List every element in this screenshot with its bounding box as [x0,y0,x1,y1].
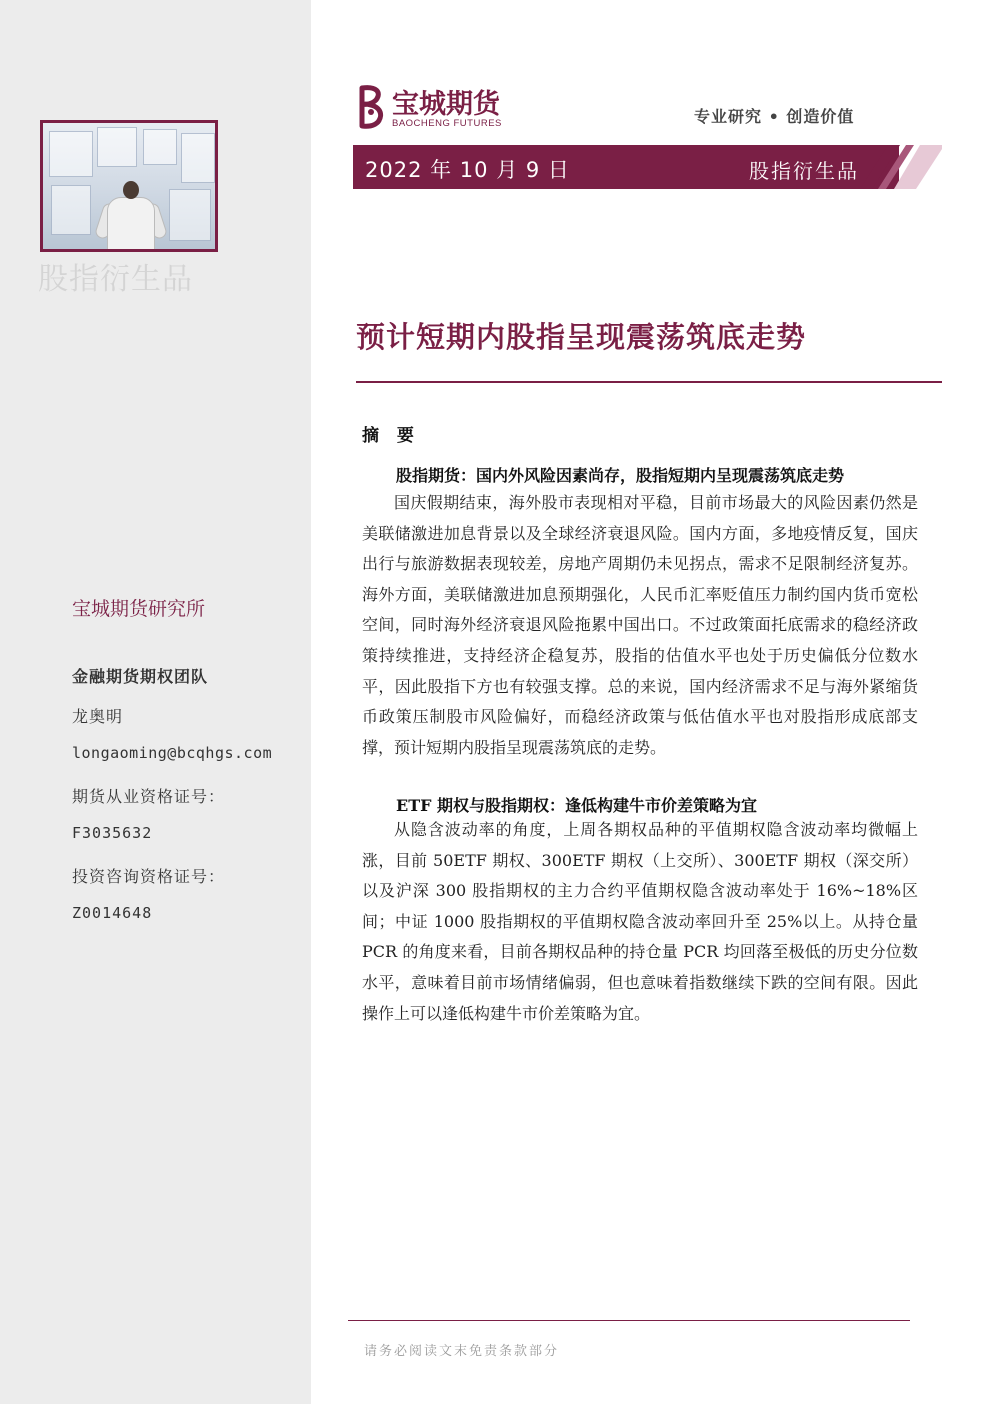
footer-divider [348,1320,910,1321]
cover-image [40,120,218,252]
report-date: 2022 年 10 月 9 日 [365,158,570,182]
logo-mark-icon [356,84,388,130]
analyst-name: 龙奥明 [72,707,124,726]
report-title: 预计短期内股指呈现震荡筑底走势 [356,320,807,354]
analyst-email[interactable]: longaoming@bcqhgs.com [72,744,273,762]
left-sidebar [0,0,311,1404]
institute-name: 宝城期货研究所 [72,598,206,620]
section-2-heading: ETF 期权与股指期权：逢低构建牛市价差策略为宜 [396,796,758,815]
futures-cert-number: F3035632 [72,824,153,842]
section-1-body: 国庆假期结束，海外股市表现相对平稳，目前市场最大的风险因素仍然是美联储激进加息背景以及全球经济衰退风险。国内方面，多地疫情反复，国庆出行与旅游数据表现较差，房地产周期仍未见拐点，需求不足限制经济复苏。海外方面，美联储激进加息预期强化，人民币汇率贬值压力制约国内货币宽松空间，同时海外经济衰退风险拖累中国出口。不过政策面托底需求的稳经济政策持续推进，支持经济企稳复苏，股指的估值水平也处于历史偏低分位数水平，因此股指下方也有较强支撑。总的来说，国内经济需求不足与海外紧缩货币政策压制股市风险偏好，而稳经济政策与低估值水平也对股指形成底部支撑，预计短期内股指呈现震荡筑底的走势。 [362,493,918,757]
section-2-body: 从隐含波动率的角度，上周各期权品种的平值期权隐含波动率均微幅上涨，目前 50ETF 期权、300ETF 期权（上交所）、300ETF 期权（深交所）以及沪深 300 股指期权的主力合约平值期权隐含波动率处于 16%~18%区间；中证 1000 股指期权的平值期权隐含波动率回升至 25%以上。从持仓量 PCR 的角度来看，目前各期权品种的持仓量 PCR 均回落至极低的历史分位数水平，意味着目前市场情绪偏弱，但也意味着指数继续下跌的空间有限。因此操作上可以逢低构建牛市价差策略为宜。 [362,820,918,1023]
team-name: 金融期货期权团队 [72,667,209,686]
futures-cert-label: 期货从业资格证号： [72,787,226,806]
banner-stripes-decoration [860,145,942,189]
advisory-cert-number: Z0014648 [72,904,153,922]
footer-disclaimer: 请务必阅读文末免责条款部分 [364,1344,560,1359]
banner-category: 股指衍生品 [749,159,859,183]
section-1-heading: 股指期货：国内外风险因素尚存，股指短期内呈现震荡筑底走势 [396,466,845,485]
logo-english-name: BAOCHENG FUTURES [392,118,502,129]
slogan: 专业研究 • 创造价值 [694,107,855,126]
company-logo [356,82,526,132]
advisory-cert-label: 投资咨询资格证号： [72,867,226,886]
date-banner [353,145,899,189]
logo-chinese-name: 宝城期货 [392,89,500,120]
sidebar-category-label: 股指衍生品 [38,262,193,297]
title-divider [356,381,942,383]
abstract-heading: 摘 要 [362,426,420,446]
